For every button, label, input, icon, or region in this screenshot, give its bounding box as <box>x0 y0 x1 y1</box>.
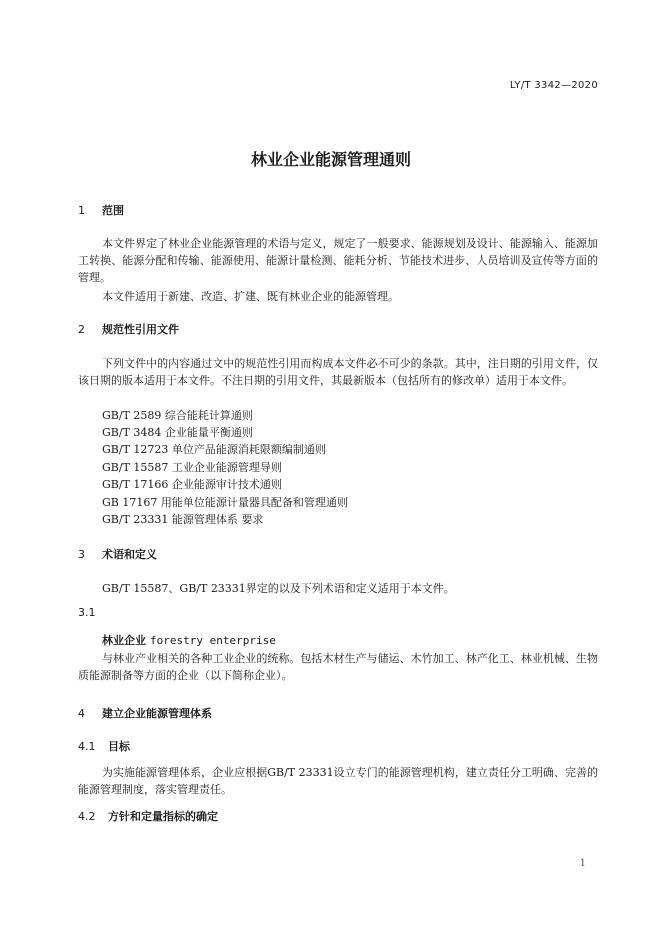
section-3-title: 术语和定义 <box>102 548 157 561</box>
clause-4-1-heading <box>78 738 130 754</box>
clause-4-1-title: 目标 <box>108 740 130 753</box>
document-title: 林业企业能源管理通则 <box>250 150 411 169</box>
term-definition: 与林业产业相关的各种工业企业的统称。包括木材生产与储运、木竹加工、林产化工、林业机械、生物质能源制备等方面的企业（以下简称企业）。 <box>78 652 598 682</box>
section-1-paragraph-2: 本文件适用于新建、改造、扩建、既有林业企业的能源管理。 <box>102 290 399 303</box>
term-chinese: 林业企业 <box>102 634 146 647</box>
term-entry <box>102 632 276 648</box>
section-1-number: 1 <box>78 204 85 217</box>
term-english: forestry enterprise <box>150 634 276 647</box>
section-3-heading <box>78 546 157 562</box>
normative-reference: GB/T 3484 企业能量平衡通则 <box>102 426 253 439</box>
clause-4-2-number: 4.2 <box>78 810 96 823</box>
normative-reference: GB/T 12723 单位产品能源消耗限额编制通则 <box>102 443 326 456</box>
normative-reference: GB/T 15587 工业企业能源管理导则 <box>102 461 282 474</box>
section-4-number: 4 <box>78 707 85 720</box>
section-3-paragraph-1: GB/T 15587、GB/T 23331界定的以及下列术语和定义适用于本文件。 <box>102 582 455 595</box>
section-1-paragraph-1: 本文件界定了林业企业能源管理的术语与定义，规定了一般要求、能源规划及设计、能源输入、能源加工转换、能源分配和传输、能源使用、能源计量检测、能耗分析、节能技术进步、人员培训及宣传等方面的管理。 <box>78 237 598 284</box>
section-2-number: 2 <box>78 323 85 336</box>
section-2-paragraph-1: 下列文件中的内容通过文中的规范性引用而构成本文件必不可少的条款。其中，注日期的引用文件，仅该日期的版本适用于本文件。不注日期的引用文件，其最新版本（包括所有的修改单）适用于本文件。 <box>78 357 598 387</box>
section-1-title: 范围 <box>102 204 124 217</box>
section-4-heading <box>78 705 212 721</box>
normative-reference: GB/T 17166 企业能源审计技术通则 <box>102 478 282 491</box>
normative-reference: GB/T 23331 能源管理体系 要求 <box>102 513 264 526</box>
clause-4-2-title: 方针和定量指标的确定 <box>108 810 218 823</box>
section-4-title: 建立企业能源管理体系 <box>102 707 212 720</box>
clause-3-1-number: 3.1 <box>78 606 96 619</box>
clause-4-1-paragraph: 为实施能源管理体系，企业应根据GB/T 23331设立专门的能源管理机构，建立责任分工明确、完善的能源管理制度，落实管理责任。 <box>78 766 598 796</box>
normative-reference: GB 17167 用能单位能源计量器具配备和管理通则 <box>102 496 348 509</box>
standard-code: LY/T 3342—2020 <box>509 80 598 91</box>
section-2-title: 规范性引用文件 <box>102 323 179 336</box>
clause-4-2-heading <box>78 808 218 824</box>
normative-reference: GB/T 2589 综合能耗计算通则 <box>102 409 253 422</box>
section-3-number: 3 <box>78 548 85 561</box>
page-number: 1 <box>579 858 586 869</box>
section-1-heading <box>78 202 124 218</box>
clause-4-1-number: 4.1 <box>78 740 96 753</box>
section-2-heading <box>78 321 179 337</box>
